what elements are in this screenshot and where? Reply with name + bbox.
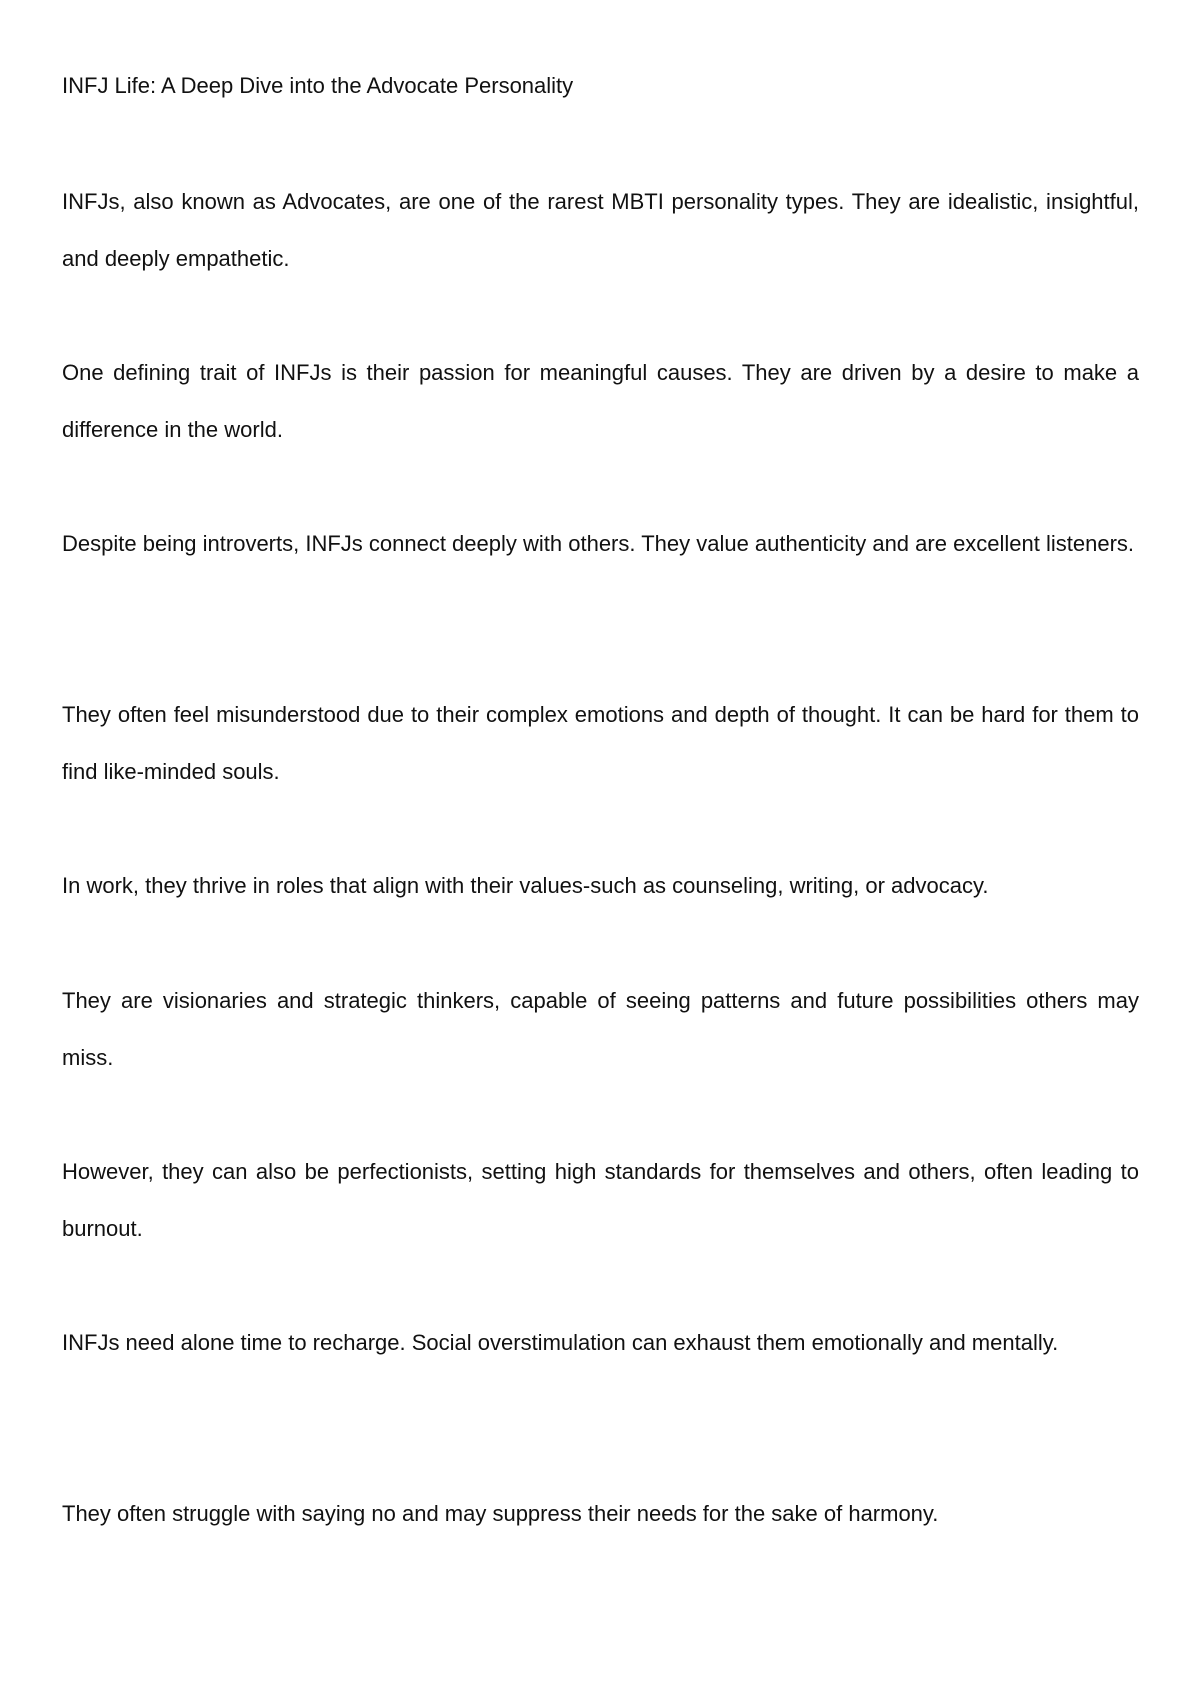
- paragraph-connect-deeply: Despite being introverts, INFJs connect deeply with others. They value authenticity and are excellent listeners.: [62, 531, 1135, 556]
- paragraph-misunderstood: They often feel misunderstood due to their complex emotions and depth of thought. It can be hard for them to find like-minded souls.: [62, 702, 1139, 784]
- paragraph-perfectionists: However, they can also be perfectionists, setting high standards for themselves and others, often leading to burnout.: [62, 1159, 1139, 1241]
- paragraph-alone-time: INFJs need alone time to recharge. Social overstimulation can exhaust them emotionally and mentally.: [62, 1330, 1059, 1355]
- paragraph-meaningful-causes: One defining trait of INFJs is their passion for meaningful causes. They are driven by a desire to make a difference in the world.: [62, 360, 1139, 442]
- paragraph-saying-no: They often struggle with saying no and may suppress their needs for the sake of harmony.: [62, 1501, 939, 1526]
- document-title: INFJ Life: A Deep Dive into the Advocate Personality: [62, 73, 574, 98]
- paragraph-rarest-type: INFJs, also known as Advocates, are one of the rarest MBTI personality types. They are idealistic, insightful, and deeply empathetic.: [62, 189, 1139, 271]
- paragraph-work-roles: In work, they thrive in roles that align with their values-such as counseling, writing, or advocacy.: [62, 873, 989, 898]
- paragraph-visionaries: They are visionaries and strategic thinkers, capable of seeing patterns and future possibilities others may miss.: [62, 988, 1139, 1070]
